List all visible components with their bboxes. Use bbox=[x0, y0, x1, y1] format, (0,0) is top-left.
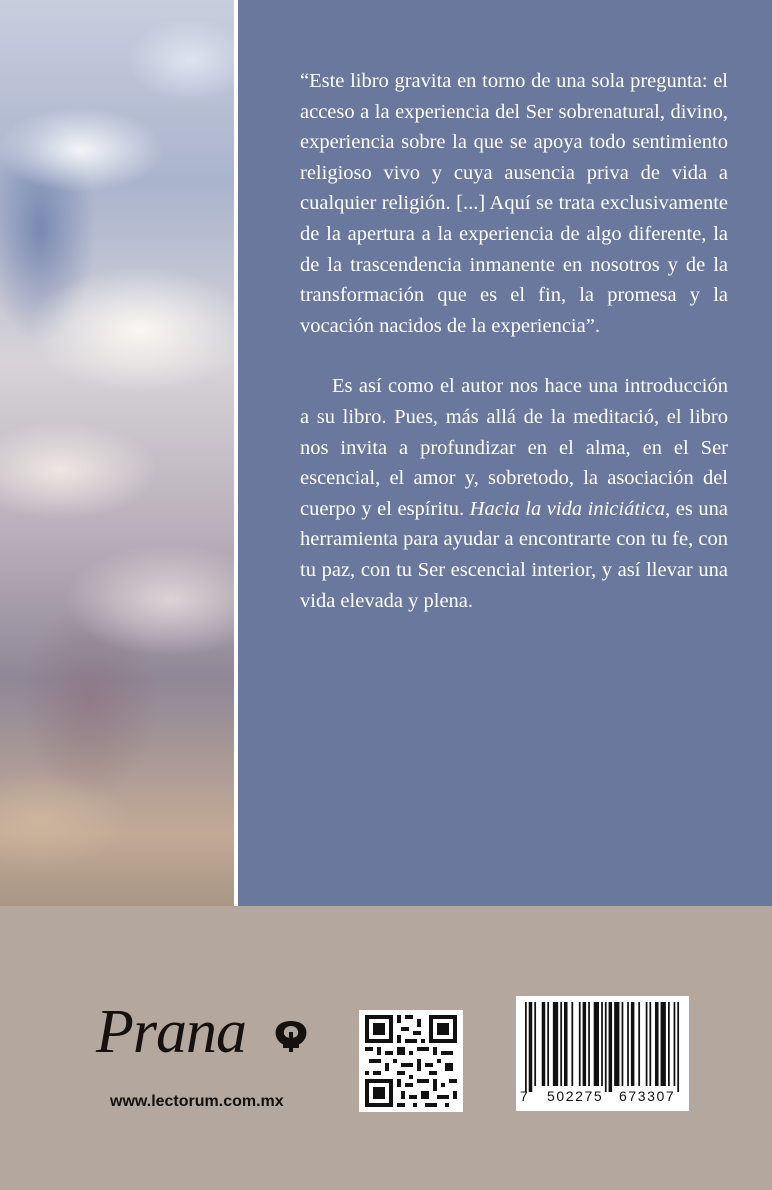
barcode-bar bbox=[542, 1002, 546, 1086]
barcode-bar bbox=[674, 1002, 676, 1086]
qr-code bbox=[359, 1010, 463, 1112]
barcode-bar bbox=[655, 1002, 659, 1086]
barcode-bar bbox=[583, 1002, 587, 1086]
barcode-bar bbox=[560, 1002, 562, 1086]
synopsis-panel bbox=[238, 0, 772, 906]
barcode-bar bbox=[594, 1002, 599, 1086]
barcode-bar bbox=[547, 1002, 549, 1086]
barcode-bar bbox=[605, 1002, 607, 1092]
barcode-bar bbox=[609, 1002, 613, 1092]
barcode-bar bbox=[668, 1002, 670, 1086]
barcode-bar bbox=[638, 1002, 640, 1086]
barcode-left-digits: 502275 bbox=[547, 1088, 604, 1104]
publisher-logo bbox=[96, 992, 318, 1084]
qr-code-icon bbox=[359, 1010, 463, 1112]
barcode-bar bbox=[571, 1002, 573, 1086]
isbn-barcode bbox=[516, 996, 689, 1111]
barcode-bar bbox=[601, 1002, 603, 1086]
barcode-bar bbox=[553, 1002, 558, 1086]
synopsis-description bbox=[300, 371, 728, 616]
description-end: , es una herramienta para ayudar a encontrarte con tu fe, con tu paz, con tu Ser escencial interior, y así llevar una vida elevada y plena. bbox=[300, 497, 729, 612]
barcode-bar bbox=[579, 1002, 581, 1086]
barcode-bar bbox=[534, 1002, 536, 1086]
barcode-bar bbox=[677, 1002, 679, 1092]
description-intro: Es así como el autor nos hace una introducción a su libro. Pues, más allá de la meditació, el libro nos invita a profundizar en el alma, en el Ser escencial, el amor y, sobretodo, la asociación del cuerpo y el espíritu. bbox=[300, 375, 728, 520]
barcode-bar bbox=[525, 1002, 527, 1092]
barcode-bar bbox=[614, 1002, 619, 1086]
barcode-bar bbox=[646, 1002, 648, 1086]
barcode-bar bbox=[627, 1002, 629, 1086]
synopsis-quote: “Este libro gravita en torno de una sola pregunta: el acceso a la experiencia del Ser sobrenatural, divino, experiencia sobre la que se apoya todo sentimiento religioso vivo y cuya ausencia priva de vida a cualquier religión. [...] Aquí se trata exclusivamente de la apertura a la experiencia de algo diferente, la de la trascendencia inmanente en nosotros y de la transformación que es el fin, la promesa y la vocación nacidos de la experiencia”. bbox=[300, 70, 728, 337]
tree-emblem-icon bbox=[271, 1018, 311, 1054]
cover-photo-clouds bbox=[0, 0, 234, 906]
barcode-bar bbox=[631, 1002, 635, 1086]
barcode-right-digits: 673307 bbox=[619, 1088, 676, 1104]
barcode-bar bbox=[529, 1002, 533, 1092]
barcode-number bbox=[516, 1088, 689, 1110]
barcode-bar bbox=[588, 1002, 590, 1086]
publisher-logo-text: Prana bbox=[96, 998, 246, 1066]
barcode-bar bbox=[649, 1002, 651, 1086]
synopsis-text bbox=[300, 66, 728, 616]
barcode-bar bbox=[622, 1002, 624, 1086]
barcode-bars bbox=[525, 1002, 681, 1092]
barcode-bar bbox=[564, 1002, 568, 1086]
barcode-first-digit: 7 bbox=[520, 1088, 528, 1104]
publisher-website: www.lectorum.com.mx bbox=[110, 1093, 284, 1110]
book-title-italic: Hacia la vida iniciática bbox=[469, 497, 666, 520]
barcode-bar bbox=[661, 1002, 666, 1086]
